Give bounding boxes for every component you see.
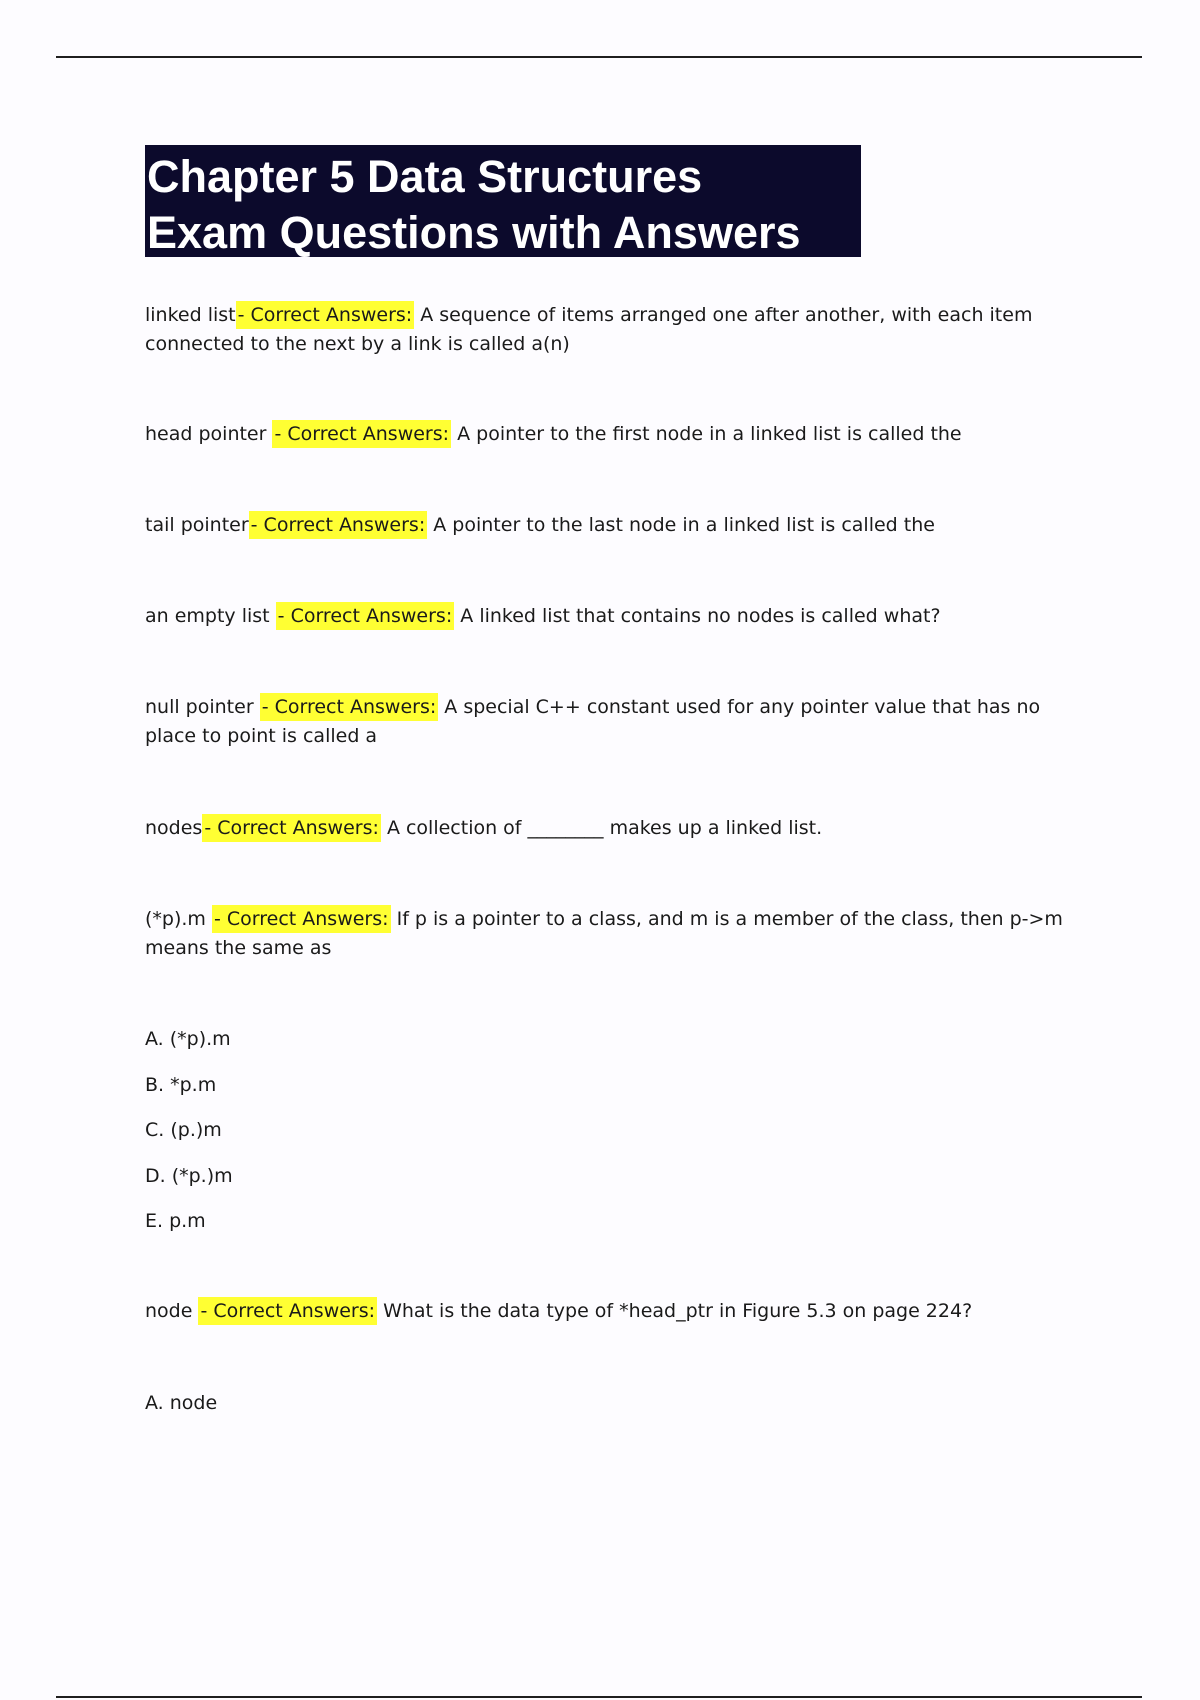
qa-item-nodes bbox=[145, 814, 1095, 843]
question-text: If p is a pointer to a class, and m is a member of the class, then p->m means the same as bbox=[145, 908, 1063, 959]
answer-term: node bbox=[145, 1300, 193, 1322]
option-a-node: A. node bbox=[145, 1392, 218, 1414]
question-text: A linked list that contains no nodes is called what? bbox=[460, 605, 941, 627]
question-text: A pointer to the last node in a linked list is called the bbox=[433, 514, 935, 536]
answer-term: head pointer bbox=[145, 423, 267, 445]
answer-term: tail pointer bbox=[145, 514, 249, 536]
question-text: What is the data type of *head_ptr in Figure 5.3 on page 224? bbox=[383, 1300, 973, 1322]
option-b: B. *p.m bbox=[145, 1074, 217, 1096]
option-a: A. (*p).m bbox=[145, 1028, 231, 1050]
title-line-1: Chapter 5 Data Structures bbox=[147, 151, 703, 202]
answer-term: linked list bbox=[145, 304, 236, 326]
bottom-rule bbox=[56, 1696, 1142, 1698]
qa-item-deref-member bbox=[145, 905, 1095, 963]
correct-answers-highlight: - Correct Answers: bbox=[236, 301, 415, 329]
correct-answers-highlight: - Correct Answers: bbox=[272, 420, 451, 448]
top-rule bbox=[56, 56, 1142, 58]
question-text: A special C++ constant used for any pointer value that has no place to point is called a bbox=[145, 696, 1041, 747]
question-text: A collection of ________ makes up a linked list. bbox=[386, 817, 823, 839]
document-title bbox=[145, 145, 861, 257]
title-line-2: Exam Questions with Answers bbox=[147, 207, 801, 258]
qa-item-node bbox=[145, 1297, 1095, 1326]
answer-term: nodes bbox=[145, 817, 203, 839]
option-c: C. (p.)m bbox=[145, 1119, 222, 1141]
qa-item-linked-list bbox=[145, 301, 1095, 359]
answer-term: (*p).m bbox=[145, 908, 206, 930]
question-text: A sequence of items arranged one after another, with each item connected to the next by a link is called a(n) bbox=[145, 304, 1033, 355]
question-text: A pointer to the first node in a linked list is called the bbox=[457, 423, 962, 445]
correct-answers-highlight: - Correct Answers: bbox=[249, 511, 428, 539]
qa-item-null-pointer bbox=[145, 693, 1095, 751]
correct-answers-highlight: - Correct Answers: bbox=[212, 905, 391, 933]
correct-answers-highlight: - Correct Answers: bbox=[260, 693, 439, 721]
option-d: D. (*p.)m bbox=[145, 1165, 233, 1187]
answer-term: null pointer bbox=[145, 696, 254, 718]
correct-answers-highlight: - Correct Answers: bbox=[198, 1297, 377, 1325]
correct-answers-highlight: - Correct Answers: bbox=[276, 602, 455, 630]
qa-item-tail-pointer bbox=[145, 511, 1095, 540]
option-e: E. p.m bbox=[145, 1210, 206, 1232]
qa-item-empty-list bbox=[145, 602, 1095, 631]
qa-item-head-pointer bbox=[145, 420, 1095, 449]
correct-answers-highlight: - Correct Answers: bbox=[202, 814, 381, 842]
answer-term: an empty list bbox=[145, 605, 270, 627]
